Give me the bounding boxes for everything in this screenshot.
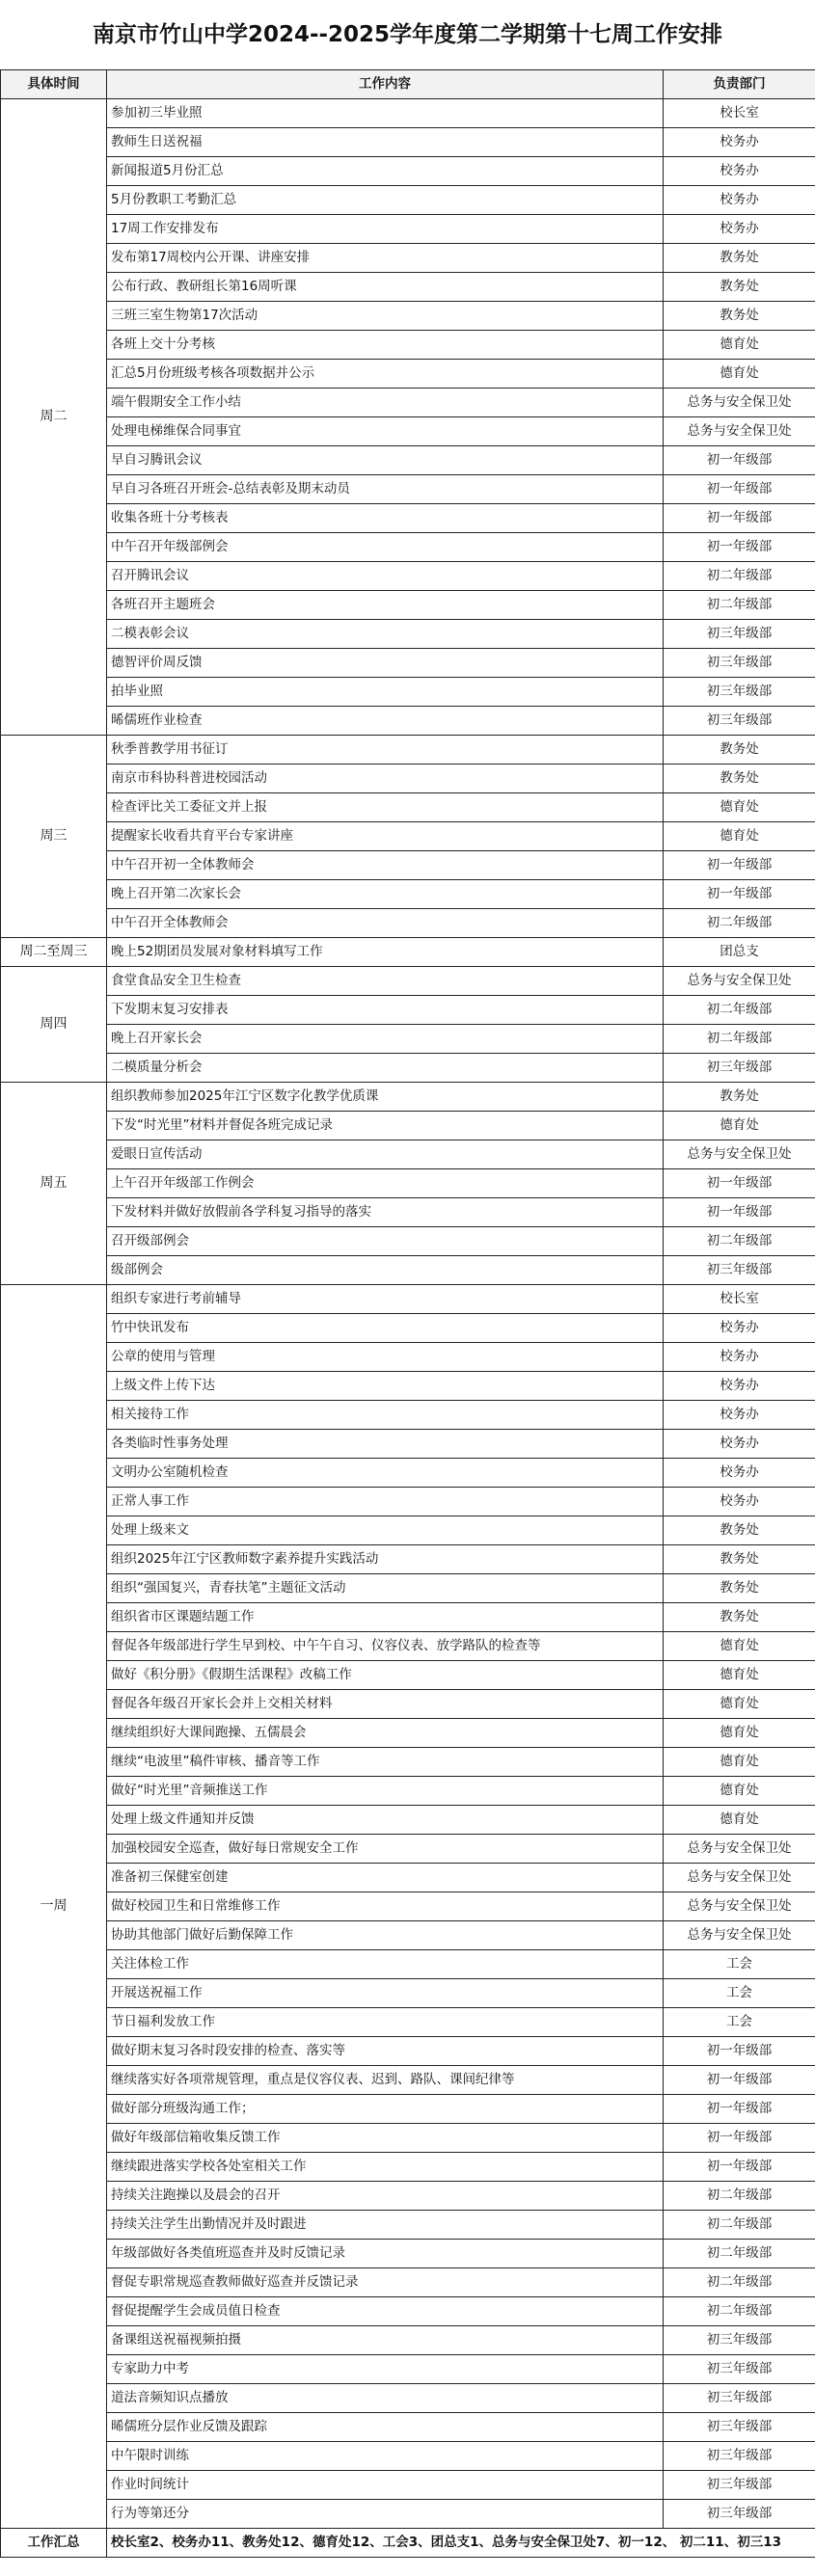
content-cell: 收集各班十分考核表 bbox=[107, 504, 664, 533]
content-cell: 组织“强国复兴，青春扶笔”主题征文活动 bbox=[107, 1574, 664, 1603]
dept-cell: 总务与安全保卫处 bbox=[664, 1864, 815, 1892]
table-row bbox=[1, 1343, 815, 1372]
page-title: 南京市竹山中学2024--2025学年度第二学期第十七周工作安排 bbox=[92, 22, 723, 47]
table-row bbox=[1, 1025, 815, 1054]
dept-cell: 校务办 bbox=[664, 1314, 815, 1343]
dept-cell: 工会 bbox=[664, 2008, 815, 2037]
header-row bbox=[1, 70, 815, 99]
dept-cell: 初二年级部 bbox=[664, 2268, 815, 2297]
content-cell: 备课组送祝福视频拍摄 bbox=[107, 2326, 664, 2355]
time-cell: 一周 bbox=[1, 1285, 107, 2529]
dept-cell: 校务办 bbox=[664, 1459, 815, 1488]
dept-cell: 初一年级部 bbox=[664, 2095, 815, 2124]
dept-cell: 校长室 bbox=[664, 1285, 815, 1314]
table-row bbox=[1, 2008, 815, 2037]
dept-cell: 德育处 bbox=[664, 1806, 815, 1835]
time-cell: 周五 bbox=[1, 1083, 107, 1285]
content-cell: 参加初三毕业照 bbox=[107, 99, 664, 128]
dept-cell: 初二年级部 bbox=[664, 1227, 815, 1256]
table-row bbox=[1, 1719, 815, 1748]
table-row bbox=[1, 562, 815, 591]
content-cell: 年级部做好各类值班巡查并及时反馈记录 bbox=[107, 2240, 664, 2268]
table-row bbox=[1, 909, 815, 938]
content-cell: 17周工作安排发布 bbox=[107, 215, 664, 244]
content-cell: 检查评比关工委征文并上报 bbox=[107, 793, 664, 822]
content-cell: 德智评价周反馈 bbox=[107, 649, 664, 678]
table-row bbox=[1, 2384, 815, 2413]
content-cell: 做好校园卫生和日常维修工作 bbox=[107, 1892, 664, 1921]
dept-cell: 团总支 bbox=[664, 938, 815, 967]
content-cell: 做好期末复习各时段安排的检查、落实等 bbox=[107, 2037, 664, 2066]
table-row bbox=[1, 1574, 815, 1603]
content-cell: 各班召开主题班会 bbox=[107, 591, 664, 620]
dept-cell: 校务办 bbox=[664, 157, 815, 186]
dept-cell: 校务办 bbox=[664, 1372, 815, 1401]
content-cell: 二模质量分析会 bbox=[107, 1054, 664, 1083]
table-row bbox=[1, 1892, 815, 1921]
dept-cell: 初一年级部 bbox=[664, 504, 815, 533]
content-cell: 组织2025年江宁区教师数字素养提升实践活动 bbox=[107, 1545, 664, 1574]
content-cell: 督促各年级召开家长会并上交相关材料 bbox=[107, 1690, 664, 1719]
dept-cell: 初一年级部 bbox=[664, 446, 815, 475]
content-cell: 下发期末复习安排表 bbox=[107, 996, 664, 1025]
table-row bbox=[1, 2326, 815, 2355]
dept-cell: 初一年级部 bbox=[664, 2124, 815, 2153]
table-row bbox=[1, 446, 815, 475]
table-row bbox=[1, 2095, 815, 2124]
table-row bbox=[1, 1690, 815, 1719]
table-row bbox=[1, 1285, 815, 1314]
content-cell: 专家助力中考 bbox=[107, 2355, 664, 2384]
table-row bbox=[1, 1488, 815, 1516]
table-row bbox=[1, 1401, 815, 1430]
content-cell: 中午召开年级部例会 bbox=[107, 533, 664, 562]
content-cell: 爱眼日宣传活动 bbox=[107, 1140, 664, 1169]
content-cell: 正常人事工作 bbox=[107, 1488, 664, 1516]
table-row bbox=[1, 1198, 815, 1227]
content-cell: 组织教师参加2025年江宁区数字化教学优质课 bbox=[107, 1083, 664, 1112]
content-cell: 处理上级文件通知并反馈 bbox=[107, 1806, 664, 1835]
dept-cell: 初二年级部 bbox=[664, 909, 815, 938]
summary-text: 校长室2、校务办11、教务处12、德育处12、工会3、团总支1、总务与安全保卫处7、初一12、 初二11、初三13 bbox=[107, 2529, 815, 2558]
table-row bbox=[1, 1777, 815, 1806]
table-row bbox=[1, 707, 815, 736]
content-cell: 组织专家进行考前辅导 bbox=[107, 1285, 664, 1314]
table-row bbox=[1, 1372, 815, 1401]
dept-cell: 德育处 bbox=[664, 1748, 815, 1777]
table-row bbox=[1, 736, 815, 765]
dept-cell: 初一年级部 bbox=[664, 851, 815, 880]
dept-cell: 初二年级部 bbox=[664, 2240, 815, 2268]
header-time: 具体时间 bbox=[1, 70, 107, 99]
table-row bbox=[1, 533, 815, 562]
content-cell: 端午假期安全工作小结 bbox=[107, 389, 664, 417]
dept-cell: 初二年级部 bbox=[664, 996, 815, 1025]
table-row bbox=[1, 1140, 815, 1169]
content-cell: 节日福利发放工作 bbox=[107, 2008, 664, 2037]
content-cell: 协助其他部门做好后勤保障工作 bbox=[107, 1921, 664, 1950]
table-row bbox=[1, 2442, 815, 2471]
content-cell: 做好“时光里”音频推送工作 bbox=[107, 1777, 664, 1806]
content-cell: 晞儒班作业检查 bbox=[107, 707, 664, 736]
time-cell: 周四 bbox=[1, 967, 107, 1083]
dept-cell: 初三年级部 bbox=[664, 2471, 815, 2500]
content-cell: 相关接待工作 bbox=[107, 1401, 664, 1430]
content-cell: 继续“电波里”稿件审核、播音等工作 bbox=[107, 1748, 664, 1777]
table-row bbox=[1, 244, 815, 273]
table-row bbox=[1, 1545, 815, 1574]
dept-cell: 教务处 bbox=[664, 1574, 815, 1603]
dept-cell: 教务处 bbox=[664, 302, 815, 331]
content-cell: 督促提醒学生会成员值日检查 bbox=[107, 2297, 664, 2326]
table-row bbox=[1, 1083, 815, 1112]
content-cell: 继续组织好大课间跑操、五儒晨会 bbox=[107, 1719, 664, 1748]
content-cell: 食堂食品安全卫生检查 bbox=[107, 967, 664, 996]
dept-cell: 初二年级部 bbox=[664, 562, 815, 591]
content-cell: 持续关注学生出勤情况并及时跟进 bbox=[107, 2211, 664, 2240]
table-row bbox=[1, 1632, 815, 1661]
dept-cell: 初一年级部 bbox=[664, 2066, 815, 2095]
content-cell: 下发“时光里”材料并督促各班完成记录 bbox=[107, 1112, 664, 1140]
table-row bbox=[1, 331, 815, 360]
content-cell: 处理电梯维保合同事宜 bbox=[107, 417, 664, 446]
summary-row bbox=[1, 2529, 815, 2558]
dept-cell: 总务与安全保卫处 bbox=[664, 1892, 815, 1921]
content-cell: 做好年级部信箱收集反馈工作 bbox=[107, 2124, 664, 2153]
dept-cell: 德育处 bbox=[664, 1777, 815, 1806]
content-cell: 晞儒班分层作业反馈及跟踪 bbox=[107, 2413, 664, 2442]
dept-cell: 德育处 bbox=[664, 793, 815, 822]
dept-cell: 初二年级部 bbox=[664, 2182, 815, 2211]
content-cell: 中午召开初一全体教师会 bbox=[107, 851, 664, 880]
content-cell: 5月份教职工考勤汇总 bbox=[107, 186, 664, 215]
time-cell: 周二至周三 bbox=[1, 938, 107, 967]
table-row bbox=[1, 475, 815, 504]
table-row bbox=[1, 1979, 815, 2008]
content-cell: 中午召开全体教师会 bbox=[107, 909, 664, 938]
content-cell: 教师生日送祝福 bbox=[107, 128, 664, 157]
content-cell: 晚上52期团员发展对象材料填写工作 bbox=[107, 938, 664, 967]
table-row bbox=[1, 2153, 815, 2182]
time-cell: 周二 bbox=[1, 99, 107, 736]
table-row bbox=[1, 273, 815, 302]
dept-cell: 初三年级部 bbox=[664, 649, 815, 678]
header-content: 工作内容 bbox=[107, 70, 664, 99]
content-cell: 竹中快讯发布 bbox=[107, 1314, 664, 1343]
dept-cell: 教务处 bbox=[664, 1545, 815, 1574]
content-cell: 二模表彰会议 bbox=[107, 620, 664, 649]
content-cell: 上级文件上传下达 bbox=[107, 1372, 664, 1401]
table-row bbox=[1, 1806, 815, 1835]
content-cell: 行为等第还分 bbox=[107, 2500, 664, 2529]
content-cell: 发布第17周校内公开课、讲座安排 bbox=[107, 244, 664, 273]
content-cell: 继续落实好各项常规管理，重点是仪容仪表、迟到、路队、课间纪律等 bbox=[107, 2066, 664, 2095]
table-row bbox=[1, 967, 815, 996]
dept-cell: 初一年级部 bbox=[664, 1169, 815, 1198]
table-row bbox=[1, 2297, 815, 2326]
table-row bbox=[1, 649, 815, 678]
content-cell: 公布行政、教研组长第16周听课 bbox=[107, 273, 664, 302]
dept-cell: 初一年级部 bbox=[664, 475, 815, 504]
content-cell: 下发材料并做好放假前各学科复习指导的落实 bbox=[107, 1198, 664, 1227]
dept-cell: 初三年级部 bbox=[664, 2442, 815, 2471]
dept-cell: 总务与安全保卫处 bbox=[664, 1835, 815, 1864]
table-row bbox=[1, 417, 815, 446]
dept-cell: 德育处 bbox=[664, 1690, 815, 1719]
content-cell: 早自习各班召开班会-总结表彰及期末动员 bbox=[107, 475, 664, 504]
dept-cell: 总务与安全保卫处 bbox=[664, 1921, 815, 1950]
table-row bbox=[1, 996, 815, 1025]
table-row bbox=[1, 2268, 815, 2297]
table-row bbox=[1, 2037, 815, 2066]
content-cell: 级部例会 bbox=[107, 1256, 664, 1285]
table-row bbox=[1, 2240, 815, 2268]
dept-cell: 德育处 bbox=[664, 1719, 815, 1748]
dept-cell: 初三年级部 bbox=[664, 2413, 815, 2442]
dept-cell: 校务办 bbox=[664, 186, 815, 215]
table-row bbox=[1, 1430, 815, 1459]
table-row bbox=[1, 128, 815, 157]
dept-cell: 总务与安全保卫处 bbox=[664, 417, 815, 446]
dept-cell: 总务与安全保卫处 bbox=[664, 967, 815, 996]
table-row bbox=[1, 1459, 815, 1488]
content-cell: 督促专职常规巡查教师做好巡查并反馈记录 bbox=[107, 2268, 664, 2297]
table-row bbox=[1, 1603, 815, 1632]
table-row bbox=[1, 2066, 815, 2095]
dept-cell: 初一年级部 bbox=[664, 2153, 815, 2182]
table-row bbox=[1, 2211, 815, 2240]
content-cell: 继续跟进落实学校各处室相关工作 bbox=[107, 2153, 664, 2182]
table-row bbox=[1, 1661, 815, 1690]
content-cell: 拍毕业照 bbox=[107, 678, 664, 707]
content-cell: 持续关注跑操以及晨会的召开 bbox=[107, 2182, 664, 2211]
dept-cell: 初一年级部 bbox=[664, 880, 815, 909]
table-row bbox=[1, 2355, 815, 2384]
content-cell: 加强校园安全巡查，做好每日常规安全工作 bbox=[107, 1835, 664, 1864]
dept-cell: 教务处 bbox=[664, 244, 815, 273]
table-row bbox=[1, 1864, 815, 1892]
dept-cell: 德育处 bbox=[664, 1112, 815, 1140]
content-cell: 上午召开年级部工作例会 bbox=[107, 1169, 664, 1198]
dept-cell: 校务办 bbox=[664, 1430, 815, 1459]
dept-cell: 德育处 bbox=[664, 1632, 815, 1661]
dept-cell: 初三年级部 bbox=[664, 2500, 815, 2529]
dept-cell: 教务处 bbox=[664, 1083, 815, 1112]
dept-cell: 初三年级部 bbox=[664, 707, 815, 736]
table-row bbox=[1, 620, 815, 649]
table-row bbox=[1, 186, 815, 215]
content-cell: 中午限时训练 bbox=[107, 2442, 664, 2471]
dept-cell: 校务办 bbox=[664, 1343, 815, 1372]
dept-cell: 教务处 bbox=[664, 765, 815, 793]
dept-cell: 德育处 bbox=[664, 822, 815, 851]
table-row bbox=[1, 765, 815, 793]
content-cell: 提醒家长收看共育平台专家讲座 bbox=[107, 822, 664, 851]
table-row bbox=[1, 1227, 815, 1256]
content-cell: 新闻报道5月份汇总 bbox=[107, 157, 664, 186]
dept-cell: 工会 bbox=[664, 1950, 815, 1979]
dept-cell: 德育处 bbox=[664, 331, 815, 360]
dept-cell: 德育处 bbox=[664, 360, 815, 389]
table-row bbox=[1, 1169, 815, 1198]
table-row bbox=[1, 1256, 815, 1285]
table-row bbox=[1, 938, 815, 967]
dept-cell: 初三年级部 bbox=[664, 2384, 815, 2413]
table-row bbox=[1, 157, 815, 186]
table-row bbox=[1, 99, 815, 128]
table-row bbox=[1, 1748, 815, 1777]
table-row bbox=[1, 591, 815, 620]
dept-cell: 初三年级部 bbox=[664, 2326, 815, 2355]
content-cell: 关注体检工作 bbox=[107, 1950, 664, 1979]
content-cell: 召开级部例会 bbox=[107, 1227, 664, 1256]
table-row bbox=[1, 2471, 815, 2500]
summary-label: 工作汇总 bbox=[1, 2529, 107, 2558]
content-cell: 各类临时性事务处理 bbox=[107, 1430, 664, 1459]
table-row bbox=[1, 2124, 815, 2153]
content-cell: 各班上交十分考核 bbox=[107, 331, 664, 360]
schedule-body bbox=[1, 99, 815, 2529]
content-cell: 召开腾讯会议 bbox=[107, 562, 664, 591]
header-dept: 负责部门 bbox=[664, 70, 815, 99]
table-row bbox=[1, 1835, 815, 1864]
dept-cell: 校长室 bbox=[664, 99, 815, 128]
table-row bbox=[1, 851, 815, 880]
table-row bbox=[1, 822, 815, 851]
dept-cell: 工会 bbox=[664, 1979, 815, 2008]
table-row bbox=[1, 1054, 815, 1083]
dept-cell: 校务办 bbox=[664, 128, 815, 157]
dept-cell: 德育处 bbox=[664, 1661, 815, 1690]
dept-cell: 初三年级部 bbox=[664, 1054, 815, 1083]
dept-cell: 初三年级部 bbox=[664, 620, 815, 649]
content-cell: 南京市科协科普进校园活动 bbox=[107, 765, 664, 793]
table-row bbox=[1, 302, 815, 331]
table-row bbox=[1, 1112, 815, 1140]
content-cell: 处理上级来文 bbox=[107, 1516, 664, 1545]
content-cell: 文明办公室随机检查 bbox=[107, 1459, 664, 1488]
dept-cell: 初一年级部 bbox=[664, 2037, 815, 2066]
content-cell: 晚上召开家长会 bbox=[107, 1025, 664, 1054]
table-row bbox=[1, 2413, 815, 2442]
content-cell: 晚上召开第二次家长会 bbox=[107, 880, 664, 909]
dept-cell: 教务处 bbox=[664, 1516, 815, 1545]
table-row bbox=[1, 2500, 815, 2529]
dept-cell: 初一年级部 bbox=[664, 1198, 815, 1227]
dept-cell: 初二年级部 bbox=[664, 2211, 815, 2240]
dept-cell: 校务办 bbox=[664, 215, 815, 244]
dept-cell: 总务与安全保卫处 bbox=[664, 389, 815, 417]
table-row bbox=[1, 1516, 815, 1545]
content-cell: 三班三室生物第17次活动 bbox=[107, 302, 664, 331]
dept-cell: 初三年级部 bbox=[664, 1256, 815, 1285]
content-cell: 公章的使用与管理 bbox=[107, 1343, 664, 1372]
table-row bbox=[1, 389, 815, 417]
content-cell: 督促各年级部进行学生早到校、中午午自习、仪容仪表、放学路队的检查等 bbox=[107, 1632, 664, 1661]
dept-cell: 校务办 bbox=[664, 1488, 815, 1516]
content-cell: 做好《积分册》《假期生活课程》改稿工作 bbox=[107, 1661, 664, 1690]
dept-cell: 初二年级部 bbox=[664, 1025, 815, 1054]
dept-cell: 初一年级部 bbox=[664, 533, 815, 562]
dept-cell: 初三年级部 bbox=[664, 2355, 815, 2384]
content-cell: 开展送祝福工作 bbox=[107, 1979, 664, 2008]
dept-cell: 初二年级部 bbox=[664, 2297, 815, 2326]
dept-cell: 初二年级部 bbox=[664, 591, 815, 620]
table-row bbox=[1, 880, 815, 909]
content-cell: 准备初三保健室创建 bbox=[107, 1864, 664, 1892]
dept-cell: 总务与安全保卫处 bbox=[664, 1140, 815, 1169]
content-cell: 秋季普教学用书征订 bbox=[107, 736, 664, 765]
table-row bbox=[1, 1950, 815, 1979]
content-cell: 早自习腾讯会议 bbox=[107, 446, 664, 475]
content-cell: 道法音频知识点播放 bbox=[107, 2384, 664, 2413]
table-row bbox=[1, 215, 815, 244]
content-cell: 组织省市区课题结题工作 bbox=[107, 1603, 664, 1632]
table-row bbox=[1, 504, 815, 533]
table-row bbox=[1, 1314, 815, 1343]
dept-cell: 初三年级部 bbox=[664, 678, 815, 707]
dept-cell: 校务办 bbox=[664, 1401, 815, 1430]
time-cell: 周三 bbox=[1, 736, 107, 938]
table-row bbox=[1, 360, 815, 389]
dept-cell: 教务处 bbox=[664, 273, 815, 302]
table-row bbox=[1, 678, 815, 707]
content-cell: 汇总5月份班级考核各项数据并公示 bbox=[107, 360, 664, 389]
content-cell: 做好部分班级沟通工作； bbox=[107, 2095, 664, 2124]
table-row bbox=[1, 793, 815, 822]
dept-cell: 教务处 bbox=[664, 736, 815, 765]
content-cell: 作业时间统计 bbox=[107, 2471, 664, 2500]
table-row bbox=[1, 1921, 815, 1950]
table-row bbox=[1, 2182, 815, 2211]
dept-cell: 教务处 bbox=[664, 1603, 815, 1632]
schedule-table bbox=[0, 69, 815, 2558]
